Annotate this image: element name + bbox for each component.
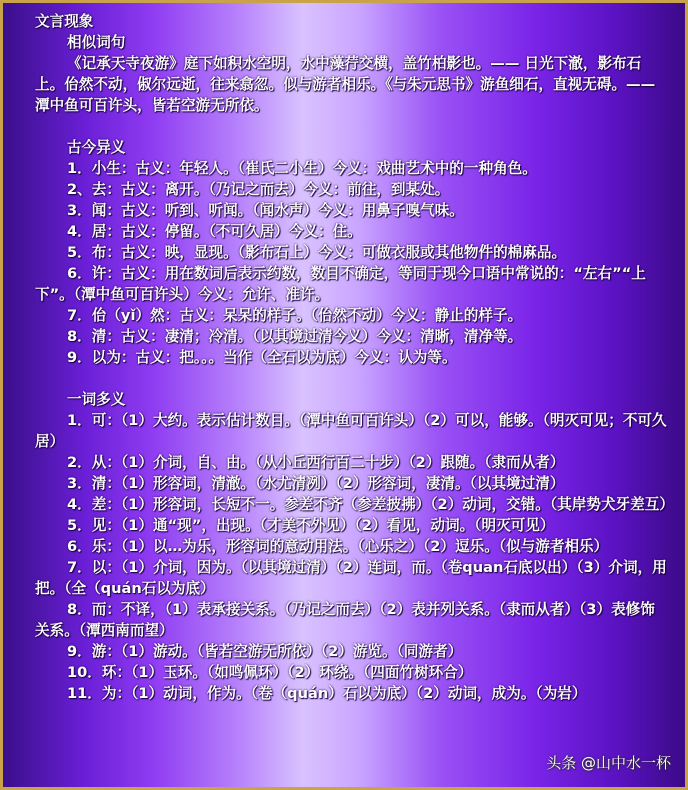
list-item: 8．而：不译，（1）表承接关系。（乃记之而去）（2）表并列关系。（隶而从者）（3）表修饰关系。（潭西南而望）: [35, 601, 655, 639]
list-item: 3．清：（1）形容词，清澈。（水尤清冽）（2）形容词，凄清。（以其境过清）: [67, 475, 565, 492]
list-item: 6．许：古义：用在数词后表示约数，数目不确定，等同于现今口语中常说的：“左右”“上下”。（潭中鱼可百许头）今义：允许、准许。: [35, 265, 646, 303]
list-item: 5．布：古义：映，显现。（影布石上）今义：可做衣服或其他物件的棉麻品。: [67, 244, 567, 261]
list-item: 1．小生：古义：年轻人。（崔氏二小生）今义：戏曲艺术中的一种角色。: [67, 160, 537, 177]
section-heading-polysemy: 一词多义: [67, 391, 126, 408]
list-item: 10．环：（1）玉环。（如鸣佩环）（2）环绕。（四面竹树环合）: [67, 664, 473, 681]
list-item: 4．差：（1）形容词，长短不一。参差不齐（参差披拂）（2）动词，交错。（其岸势犬牙差互）: [67, 496, 674, 513]
section-heading-similar-phrases: 相似词句: [67, 34, 126, 51]
list-item: 9．游：（1）游动。（皆若空游无所依）（2）游览。（同游者）: [67, 643, 463, 660]
document-body: [35, 11, 674, 704]
list-item: 11．为：（1）动词，作为。（卷（quán）石以为底）（2）动词，成为。（为岩）: [67, 685, 587, 702]
list-item: 9．以为：古义：把。。。当作（全石以为底）今义：认为等。: [67, 349, 457, 366]
list-item: 2．从：（1）介词，自、由。（从小丘西行百二十步）（2）跟随。（隶而从者）: [67, 454, 565, 471]
list-item: 1．可：（1）大约。表示估计数目。（潭中鱼可百许头）（2）可以，能够。（明灭可见；不可久居）: [35, 412, 667, 450]
list-item: 3．闻：古义：听到、听闻。（闻水声）今义：用鼻子嗅气味。: [67, 202, 464, 219]
list-item: 7．佁（yǐ）然：古义：呆呆的样子。（佁然不动）今义：静止的样子。: [67, 307, 523, 324]
document-title: 文言现象: [35, 13, 94, 30]
list-item: 4．居：古义：停留。（不可久居）今义：住。: [67, 223, 362, 240]
list-item: 5．见：（1）通“现”，出现。（才美不外见）（2）看见，动词。（明灭可见）: [67, 517, 555, 534]
list-item: 7．以：（1）介词，因为。（以其境过清）（2）连词，而。（卷quan石底以出）（3）介词，用把。（全（quán石以为底）: [35, 559, 667, 597]
spacer: [35, 368, 667, 389]
list-item: 8．清：古义：凄清；冷清。（以其境过清今义）今义：清晰，清净等。: [67, 328, 523, 345]
list-item: 6．乐：（1）以…为乐，形容词的意动用法。（心乐之）（2）逗乐。（似与游者相乐）: [67, 538, 609, 555]
paragraph: 《记承天寺夜游》庭下如积水空明，水中藻荇交横，盖竹柏影也。—— 日光下澈，影布石上。佁然不动，俶尔远逝，往来翕忽。似与游者相乐。《与朱元思书》游鱼细石，直视无碍。——潭中鱼可百许头，皆若空游无所依。: [35, 55, 656, 114]
watermark-text: 头条 @山中水一杯: [546, 754, 671, 772]
section-heading-ancient-modern: 古今异义: [67, 139, 126, 156]
list-item: 2、去：古义：离开。（乃记之而去）今义：前往，到某处。: [67, 181, 450, 198]
spacer: [35, 116, 667, 137]
